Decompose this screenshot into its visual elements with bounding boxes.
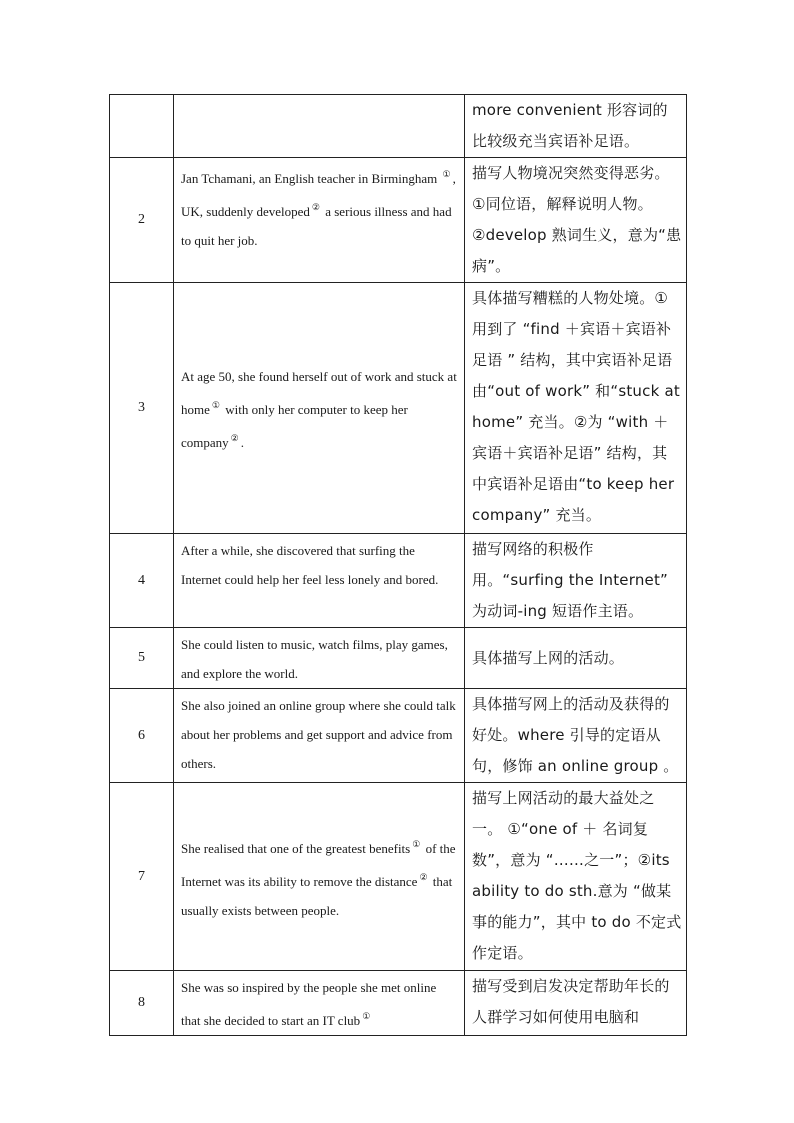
footnote-marker: ① bbox=[362, 1011, 371, 1021]
sentence-text: . bbox=[240, 434, 244, 450]
footnote-marker: ① bbox=[442, 169, 451, 179]
table-row bbox=[110, 689, 687, 783]
row-number: 2 bbox=[110, 158, 174, 283]
row-number: 5 bbox=[110, 628, 174, 689]
english-sentence: She could listen to music, watch films, play games, and explore the world. bbox=[174, 628, 465, 689]
row-number: 7 bbox=[110, 783, 174, 971]
sentence-text: a serious illness and had to quit her job. bbox=[181, 204, 452, 248]
table-row bbox=[110, 783, 687, 971]
english-sentence: After a while, she discovered that surfing the Internet could help her feel less lonely and bored. bbox=[174, 534, 465, 628]
row-number: 4 bbox=[110, 534, 174, 628]
annotation-line: ②develop 熟词生义，意为“患病”。 bbox=[472, 226, 682, 275]
table-row bbox=[110, 971, 687, 1036]
sentence-text: , UK, suddenly developed bbox=[181, 171, 456, 219]
annotation-line: 描写人物境况突然变得恶劣。 bbox=[472, 164, 670, 182]
footnote-marker: ① bbox=[211, 399, 220, 410]
sentence-text: of the Internet was its ability to remove the distance bbox=[181, 841, 456, 889]
english-sentence bbox=[174, 283, 465, 534]
footnote-marker: ② bbox=[311, 202, 320, 212]
sentence-text: that usually exists between people. bbox=[181, 874, 453, 918]
sentence-text: At age 50, she found herself out of work and stuck at home bbox=[181, 368, 457, 417]
table-row bbox=[110, 534, 687, 628]
english-sentence bbox=[174, 783, 465, 971]
english-sentence bbox=[174, 95, 465, 158]
footnote-marker: ① bbox=[412, 839, 421, 849]
chinese-annotation: 具体描写糟糕的人物处境。①用到了 “find ＋宾语＋宾语补足语 ” 结构，其中宾语补足语由“out of work” 和“stuck at home” 充当。②为 “with ＋宾语＋宾语补足语” 结构，其中宾语补足语由“to keep her company” 充当。 bbox=[465, 283, 687, 534]
table-row bbox=[110, 95, 687, 158]
table-row bbox=[110, 283, 687, 534]
english-sentence bbox=[174, 158, 465, 283]
row-number: 8 bbox=[110, 971, 174, 1036]
sentence-text: Jan Tchamani, an English teacher in Birmingham bbox=[181, 171, 441, 186]
annotation-line: ①同位语，解释说明人物。 bbox=[472, 195, 653, 213]
chinese-annotation: 描写网络的积极作用。“surfing the Internet” 为动词-ing 短语作主语。 bbox=[465, 534, 687, 628]
english-sentence: She also joined an online group where she could talk about her problems and get support and advice from others. bbox=[174, 689, 465, 783]
sentence-text: She was so inspired by the people she met online that she decided to start an IT club bbox=[181, 980, 437, 1028]
english-sentence bbox=[174, 971, 465, 1036]
chinese-annotation: more convenient 形容词的比较级充当宾语补足语。 bbox=[465, 95, 687, 158]
table-row bbox=[110, 628, 687, 689]
chinese-annotation: 具体描写上网的活动。 bbox=[465, 628, 687, 689]
footnote-marker: ② bbox=[230, 432, 239, 443]
table-row bbox=[110, 158, 687, 283]
chinese-annotation: 描写受到启发决定帮助年长的人群学习如何使用电脑和 bbox=[465, 971, 687, 1036]
row-number: 6 bbox=[110, 689, 174, 783]
footnote-marker: ② bbox=[419, 872, 428, 882]
chinese-annotation: 描写上网活动的最大益处之一。 ①“one of ＋ 名词复数”，意为 “……之一”；②its ability to do sth.意为 “做某事的能力”，其中 to do 不定式作定语。 bbox=[465, 783, 687, 971]
sentence-text: with only her computer to keep her company bbox=[181, 401, 408, 450]
sentence-text: She realised that one of the greatest benefits bbox=[181, 841, 411, 856]
row-number: 3 bbox=[110, 283, 174, 534]
annotation-table bbox=[109, 94, 687, 1036]
row-number bbox=[110, 95, 174, 158]
chinese-annotation bbox=[465, 158, 687, 283]
chinese-annotation: 具体描写网上的活动及获得的好处。where 引导的定语从句，修饰 an online group 。 bbox=[465, 689, 687, 783]
